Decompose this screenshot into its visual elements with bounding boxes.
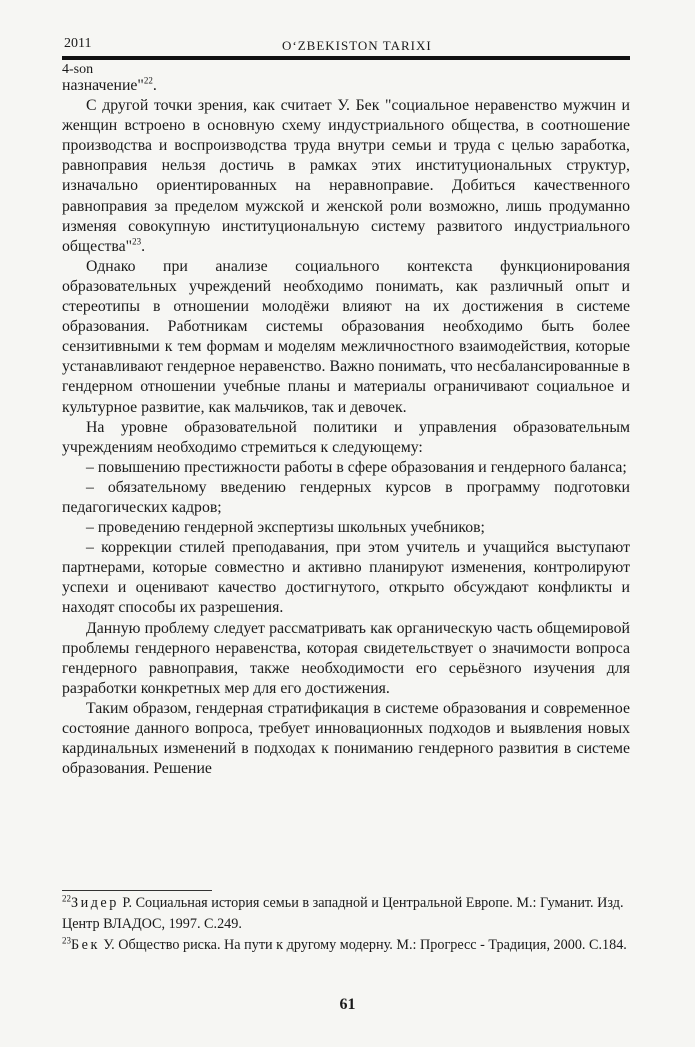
list-item: – повышению престижности работы в сфере образования и гендерного баланса; [86,458,627,476]
list-item: – коррекции стилей преподавания, при этом учитель и учащийся выступают партнерами, которые совместно и активно планируют изменения, контролируют успехи и оценивают качество достигнутого, открыто обсуждают конфликты и находят способы их разрешения. [62,539,630,617]
paragraph-policy: На уровне образовательной политики и управления образовательным учреждениям необходимо стремиться к следующему: [62,418,630,456]
list-item: – проведению гендерной экспертизы школьных учебников; [86,519,485,537]
issue-number: 4-son [62,62,94,77]
paragraph-beck-quote: С другой точки зрения, как считает У. Бек "социальное неравенство мужчин и женщин встроено в основную схему индустриального общества, в соотношение производства и воспроизводства труда внутри семьи и труда с целью заработка, равноправия нельзя достичь в рамках этих институциональных структур, изначально ориентированных на неравноправие. Добиться качественного равноправия за пределом мужской и женской роли возможно, лишь продуманно изменяя совокупную институциональную систему развитого индустриального общества"$^{23}$. [62,97,630,255]
paragraph-analysis: Однако при анализе социального контекста функционирования образовательных учреждений необходимо понимать, как различный опыт и стереотипы в отношении молодёжи влияют на их достижения в системе образования. Работникам системы образования необходимо быть более сензитивными к тем формам и моделям межличностного взаимодействия, которые устанавливают гендерное неравенство. Важно понимать, что несбалансированные в гендерном отношении учебные планы и материалы ограничивают социальное и культурное развитие, как мальчиков, так и девочек. [62,257,630,416]
article-body [62,76,630,779]
footnotes [62,893,630,956]
header-year: 2011 [64,36,92,51]
footnote-ref-22: 22 [143,75,153,86]
footnote-23: $^{23}$Бек У. Общество риска. На пути к другому модерну. М.: Прогресс - Традиция, 2000. С.184. [62,935,627,953]
list-item: – обязательному введению гендерных курсов в программу подготовки педагогических кадров; [62,478,630,516]
footnote-22: $^{22}$Зидер Р. Социальная история семьи в западной и Центральной Европе. М.: Гуманит. Изд. Центр ВЛАДОС, 1997. С.249. [62,893,624,932]
paragraph-problem: Данную проблему следует рассматривать как органическую часть общемировой проблемы гендерного неравенства, которая свидетельствует о значимости вопроса гендерного равноправия, также необходимости его серьёзного изучения для разработки конкретных мер для его достижения. [62,619,630,697]
journal-title: O‘ZBEKISTON TARIXI [282,38,432,53]
running-header [62,34,630,54]
paragraph-conclusion: Таким образом, гендерная стратификация в системе образования и современное состояние данного вопроса, требует инновационных подходов и выявления новых кардинальных изменений в подходах к пониманию гендерного развития в системе образования. Решение [62,699,630,778]
header-rule [62,56,630,60]
footnote-ref-23: 23 [132,236,142,247]
footnote-divider [62,890,212,891]
paragraph-continued: назначение"$^{22}$. [62,75,157,94]
page-number: 61 [339,996,356,1013]
